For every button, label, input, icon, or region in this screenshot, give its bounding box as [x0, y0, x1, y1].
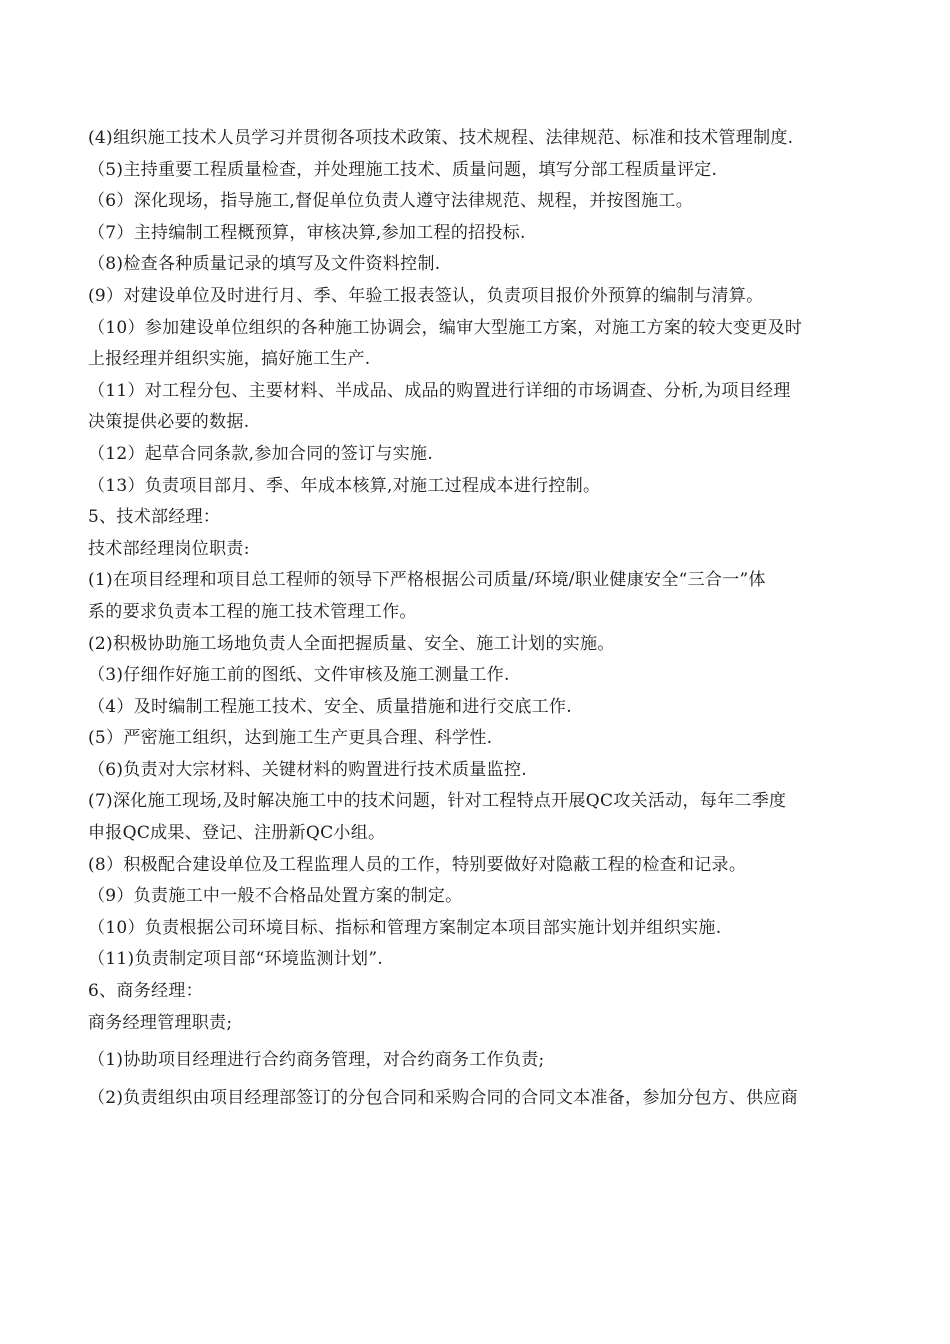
text-line: 决策提供必要的数据. [88, 412, 250, 433]
text-line: （7）主持编制工程概预算，审核决算,参加工程的招投标. [88, 222, 526, 243]
section-heading: 5、技术部经理： [88, 507, 221, 528]
text-line: 申报QC成果、登记、注册新QC小组。 [88, 823, 386, 844]
text-line: (8）积极配合建设单位及工程监理人员的工作，特别要做好对隐蔽工程的检查和记录。 [88, 854, 747, 875]
text-line: （6)负责对大宗材料、关键材料的购置进行技术质量监控. [88, 759, 527, 780]
text-line: （9）负责施工中一般不合格品处置方案的制定。 [88, 886, 463, 907]
text-line: （13）负责项目部月、季、年成本核算,对施工过程成本进行控制。 [88, 475, 601, 496]
text-line: （10）参加建设单位组织的各种施工协调会，编审大型施工方案，对施工方案的较大变更及时 [88, 317, 803, 338]
text-line: 商务经理管理职责; [88, 1012, 233, 1033]
text-line: (5）严密施工组织，达到施工生产更具合理、科学性. [88, 728, 493, 749]
text-line: （11）对工程分包、主要材料、半成品、成品的购置进行详细的市场调查、分析,为项目经理 [88, 380, 791, 401]
text-line: (2)积极协助施工场地负责人全面把握质量、安全、施工计划的实施。 [88, 633, 615, 654]
text-line: （12）起草合同条款,参加合同的签订与实施. [88, 443, 434, 464]
text-line: （5)主持重要工程质量检查，并处理施工技术、质量问题，填写分部工程质量评定. [88, 159, 718, 180]
text-line: （1)协助项目经理进行合约商务管理，对合约商务工作负责; [88, 1050, 545, 1071]
text-line: （11)负责制定项目部“环境监测计划”. [88, 949, 384, 970]
text-line: (4)组织施工技术人员学习并贯彻各项技术政策、技术规程、法律规范、标准和技术管理制度. [88, 128, 794, 148]
text-line: （4）及时编制工程施工技术、安全、质量措施和进行交底工作. [88, 696, 572, 717]
text-line: (7)深化施工现场,及时解决施工中的技术问题，针对工程特点开展QC攻关活动，每年二季度 [88, 791, 787, 812]
text-line: （3)仔细作好施工前的图纸、文件审核及施工测量工作. [88, 665, 510, 686]
text-line: 上报经理并组织实施，搞好施工生产. [88, 349, 371, 370]
text-line: 系的要求负责本工程的施工技术管理工作。 [88, 601, 417, 622]
text-line: 技术部经理岗位职责: [88, 538, 250, 559]
text-line: （8)检查各种质量记录的填写及文件资料控制. [88, 254, 441, 275]
text-line: (1)在项目经理和项目总工程师的领导下严格根据公司质量/环境/职业健康安全“三合一”体 [88, 570, 766, 591]
text-line: （10）负责根据公司环境目标、指标和管理方案制定本项目部实施计划并组织实施. [88, 917, 722, 938]
text-line: （2)负责组织由项目经理部签订的分包合同和采购合同的合同文本准备，参加分包方、供应商 [88, 1087, 799, 1108]
document-body [88, 123, 880, 1114]
section-heading: 6、商务经理： [88, 981, 203, 1002]
text-line: (9）对建设单位及时进行月、季、年验工报表签认，负责项目报价外预算的编制与清算。 [88, 285, 764, 306]
text-line: （6）深化现场，指导施工,督促单位负责人遵守法律规范、规程，并按图施工。 [88, 191, 694, 212]
